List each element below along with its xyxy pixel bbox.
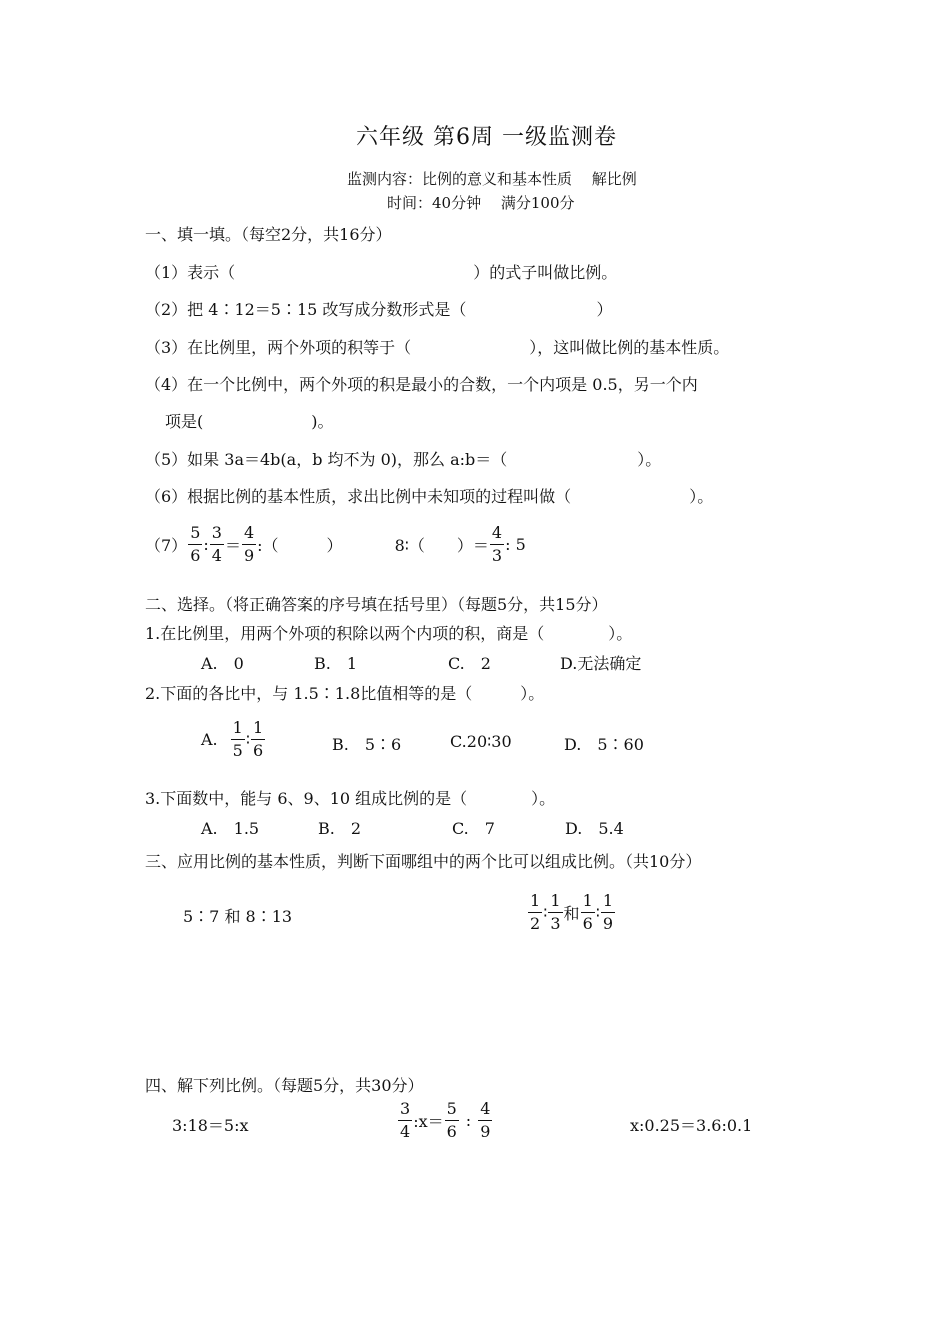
s3-fraction-2: $\frac{1}{3}$ xyxy=(550,891,561,933)
q2-2-a-fraction-2: $\frac{1}{6}$ xyxy=(253,718,264,760)
s4-colon: : xyxy=(465,1111,472,1131)
q3-prefix: （3）在比例里，两个外项的积等于（ xyxy=(145,338,412,357)
q2-3-option-c: C. 7 xyxy=(452,819,495,838)
q2-1-option-a: A. 0 xyxy=(201,654,244,673)
question-2-2: 2.下面的各比中，与 1.5∶1.8比值相等的是（ ）。 xyxy=(145,684,545,703)
q7-equals: ＝ xyxy=(224,536,241,556)
q2-1-option-b: B. 1 xyxy=(314,654,358,673)
q7b-suffix: : 5 xyxy=(505,535,526,555)
question-1-3 xyxy=(145,335,729,358)
q2-2-option-c: C.20∶30 xyxy=(450,732,512,751)
q2-2-a-fraction-1: $\frac{1}{5}$ xyxy=(232,718,243,760)
section3-right-ratios xyxy=(527,893,616,933)
q5-suffix: ）。 xyxy=(637,450,662,469)
time-line: 时间：40分钟 满分100分 xyxy=(387,194,575,212)
q7-colon: : xyxy=(203,535,209,555)
section4-problem-2 xyxy=(397,1101,493,1141)
section4-problem-1: 3:18＝5:x xyxy=(172,1116,249,1135)
q2-2-option-a xyxy=(201,720,266,760)
q2-suffix: ） xyxy=(596,300,613,319)
section4-problem-3: x:0.25＝3.6:0.1 xyxy=(630,1116,753,1135)
s3-and: 和 xyxy=(563,904,580,924)
q2-1-option-c: C. 2 xyxy=(448,654,491,673)
question-2-1: 1.在比例里，用两个外项的积除以两个内项的积，商是（ ）。 xyxy=(145,624,633,643)
q2-2-a-colon: ∶ xyxy=(245,730,250,750)
question-2-3: 3.下面数中，能与 6、9、10 组成比例的是（ ）。 xyxy=(145,789,556,808)
q3-suffix: ），这叫做比例的基本性质。 xyxy=(529,338,730,357)
q7-fraction-2: $\frac{3}{4}$ xyxy=(211,523,222,565)
section4-heading: 四、解下列比例。（每题5分，共30分） xyxy=(145,1076,424,1095)
q2-2-option-b: B. 5∶6 xyxy=(332,735,402,754)
s3-colon-1: ∶ xyxy=(543,903,548,923)
s4-fraction-1: $\frac{3}{4}$ xyxy=(400,1099,411,1141)
q7-tail: :（ ） xyxy=(257,536,343,556)
question-1-5 xyxy=(145,447,661,470)
s3-fraction-3: $\frac{1}{6}$ xyxy=(582,891,593,933)
q2-2-a-label: A. xyxy=(201,730,218,750)
section3-left-ratios: 5∶7 和 8∶13 xyxy=(183,907,293,926)
q2-3-option-a: A. 1.5 xyxy=(201,819,260,838)
q2-3-option-d: D. 5.4 xyxy=(565,819,624,838)
q2-2-option-d: D. 5∶60 xyxy=(564,735,644,754)
s4-fraction-2: $\frac{5}{6}$ xyxy=(446,1099,457,1141)
q5-prefix: （5）如果 3a＝4b(a，b 均不为 0)，那么 a:b＝（ xyxy=(145,450,508,469)
page-title: 六年级 第6周 一级监测卷 xyxy=(356,125,617,150)
question-1-2 xyxy=(145,297,612,320)
question-1-4-line1: （4）在一个比例中，两个外项的积是最小的合数，一个内项是 0.5，另一个内 xyxy=(145,375,698,394)
q6-prefix: （6）根据比例的基本性质，求出比例中未知项的过程叫做（ xyxy=(145,487,572,506)
question-1-4-line2 xyxy=(165,409,334,432)
question-1-6 xyxy=(145,484,713,507)
q2-prefix: （2）把 4∶12＝5∶15 改写成分数形式是（ xyxy=(145,300,467,319)
s4-fraction-3: $\frac{4}{9}$ xyxy=(480,1099,491,1141)
section2-heading: 二、选择。（将正确答案的序号填在括号里）（每题5分，共15分） xyxy=(145,595,608,614)
q1-suffix: ）的式子叫做比例。 xyxy=(473,263,618,282)
q6-suffix: ）。 xyxy=(689,487,714,506)
s3-fraction-1: $\frac{1}{2}$ xyxy=(530,891,541,933)
content-line: 监测内容：比例的意义和基本性质 解比例 xyxy=(347,170,637,188)
q7-fraction-1: $\frac{5}{6}$ xyxy=(190,523,201,565)
s3-colon-2: ∶ xyxy=(595,903,600,923)
section3-heading: 三、应用比例的基本性质，判断下面哪组中的两个比可以组成比例。（共10分） xyxy=(145,852,702,871)
q1-prefix: （1）表示（ xyxy=(145,263,236,282)
q7-fraction-3: $\frac{4}{9}$ xyxy=(243,523,255,565)
question-1-7 xyxy=(145,525,526,565)
q2-1-option-d: D.无法确定 xyxy=(560,654,642,673)
q7b-fraction: $\frac{4}{3}$ xyxy=(491,523,503,565)
q7b-prefix: 8∶（ ）＝ xyxy=(394,536,489,556)
q4-prefix: 项是( xyxy=(165,412,204,431)
q4-suffix: )。 xyxy=(311,412,334,431)
q7-label: （7） xyxy=(145,536,188,556)
s3-fraction-4: $\frac{1}{9}$ xyxy=(602,891,614,933)
question-1-1 xyxy=(145,260,617,283)
s4-mid: :x＝ xyxy=(413,1112,444,1132)
q2-3-option-b: B. 2 xyxy=(318,819,362,838)
section1-heading: 一、填一填。（每空2分，共16分） xyxy=(145,225,392,244)
